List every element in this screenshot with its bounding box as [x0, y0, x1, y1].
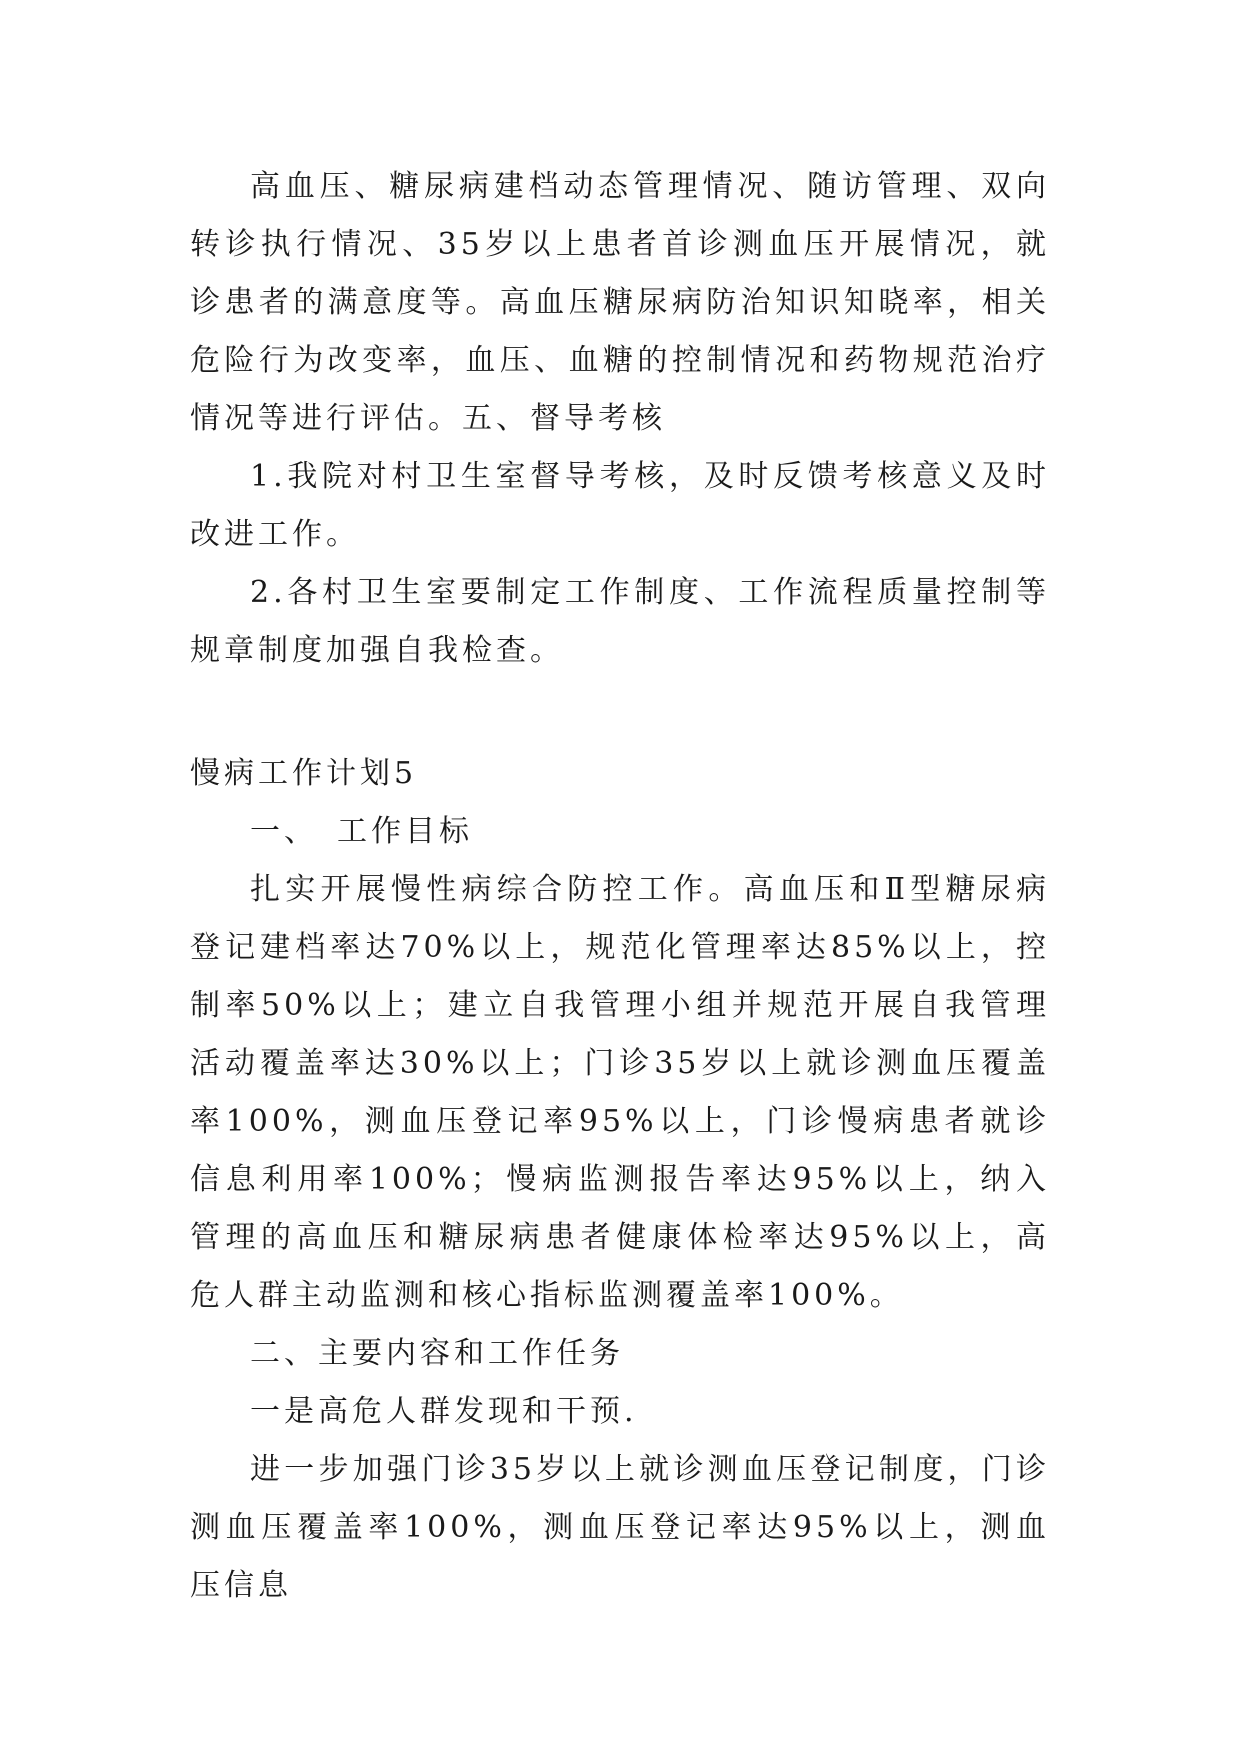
- goal-paragraph: 扎实开展慢性病综合防控工作。高血压和Ⅱ型糖尿病登记建档率达70%以上，规范化管理率达85%以上，控制率50%以上；建立自我管理小组并规范开展自我管理活动覆盖率达30%以上；门诊35岁以上就诊测血压覆盖率100%，测血压登记率95%以上，门诊慢病患者就诊信息利用率100%；慢病监测报告率达95%以上，纳入管理的高血压和糖尿病患者健康体检率达95%以上，高危人群主动监测和核心指标监测覆盖率100%。: [190, 872, 1050, 1313]
- paragraph-evaluation: 高血压、糖尿病建档动态管理情况、随访管理、双向转诊执行情况、35岁以上患者首诊测血压开展情况，就诊患者的满意度等。高血压糖尿病防治知识知晓率，相关危险行为改变率，血压、血糖的控制情况和药物规范治疗情况等进行评估。五、督导考核: [190, 169, 1050, 436]
- plan-5-section: [190, 745, 1050, 1615]
- previous-section-text: [190, 158, 1050, 680]
- item-one-heading: 一是高危人群发现和干预.: [250, 1394, 638, 1429]
- paragraph-supervision-2: 2.各村卫生室要制定工作制度、工作流程质量控制等规章制度加强自我检查。: [190, 575, 1050, 668]
- goal-heading: 一、 工作目标: [250, 814, 473, 849]
- content-heading: 二、主要内容和工作任务: [250, 1336, 624, 1371]
- paragraph-supervision-1: 1.我院对村卫生室督导考核，及时反馈考核意义及时改进工作。: [190, 459, 1050, 552]
- item-one-paragraph: 进一步加强门诊35岁以上就诊测血压登记制度，门诊测血压覆盖率100%，测血压登记率达95%以上，测血压信息: [190, 1452, 1050, 1603]
- section-title: 慢病工作计划5: [190, 756, 418, 791]
